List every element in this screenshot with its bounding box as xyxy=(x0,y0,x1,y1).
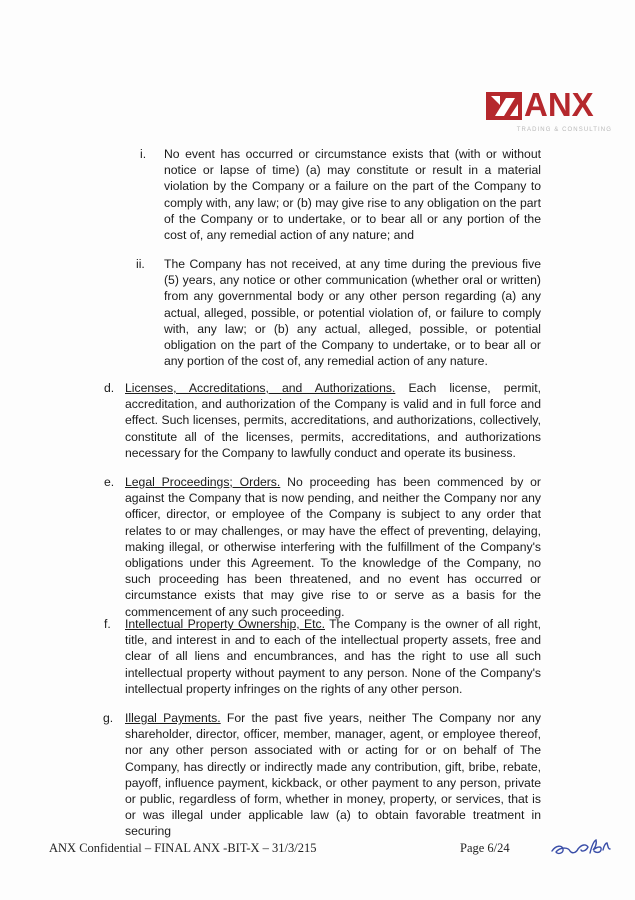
clause-heading: Legal Proceedings; Orders. xyxy=(125,475,281,489)
clause-heading: Illegal Payments. xyxy=(125,711,221,725)
company-logo xyxy=(486,86,612,136)
logo-tagline: TRADING & CONSULTING xyxy=(516,127,612,133)
clause-heading: Licenses, Accreditations, and Authorizations. xyxy=(125,381,396,395)
footer-confidential: ANX Confidential – FINAL ANX -BIT-X – 31/3/215 xyxy=(49,841,317,855)
clause-intellectual-property xyxy=(125,616,541,697)
clause-text: No proceeding has been commenced by or against the Company that is now pending, and neither the Company nor any officer, director, or employee of the Company is subject to any order that relates to or may challenges, or may have the effect of preventing, delaying, making illegal, or otherwise interfering with the fulfillment of the Company's obligations under this Agreement. To the knowledge of the Company, no such proceeding has been threatened, and no event has occurred or circumstance exists that may give rise to or serve as a basis for the commencement of any such proceeding. xyxy=(125,475,541,619)
sub-item-marker: ii. xyxy=(136,257,145,271)
clause-marker: e. xyxy=(104,475,115,489)
clause-text: For the past five years, neither The Company nor any shareholder, director, officer, member, manager, agent, or employee thereof, nor any other person associated with or acting for or on behalf of The Company, has directly or indirectly made any contribution, gift, bribe, rebate, payoff, influence payment, kickback, or other payment to any person, private or public, regardless of form, whether in money, property, or services, that is or was illegal under applicable law (a) to obtain favorable treatment in securing xyxy=(125,711,542,839)
clause-licenses xyxy=(125,380,541,461)
clause-text: Each license, permit, accreditation, and authorization of the Company is valid and in full force and effect. Such licenses, permits, accreditations, and authorizations, collectively, constitute all of the licenses, permits, accreditations, and authorizations necessary for the Company to lawfully conduct and operate its business. xyxy=(125,381,542,460)
sub-item-marker: i. xyxy=(140,147,147,161)
logo-text: ANX xyxy=(524,86,594,123)
clause-illegal-payments xyxy=(125,710,541,840)
clause-marker: f. xyxy=(104,617,111,631)
clause-marker: g. xyxy=(103,711,114,725)
sub-item-text: The Company has not received, at any time during the previous five (5) years, any notice or other communication (whether oral or written) from any governmental body or any other person regarding (a) any actual, alleged, possible, or potential violation of, or failure to comply with, any law; or (b) any actual, alleged, possible, or potential obligation on the part of the Company to undertake, or to bear all or any portion of the cost of, any remedial action of any nature. xyxy=(164,257,541,369)
clause-legal-proceedings xyxy=(125,474,541,620)
handwritten-initials-icon xyxy=(548,835,616,861)
clause-marker: d. xyxy=(104,381,115,395)
sub-item-text: No event has occurred or circumstance exists that (with or without notice or lapse of time) (a) may constitute or result in a material violation by the Company or a failure on the part of the Company to comply with, any law; or (b) may give rise to any obligation on the part of the Company or to undertake, or to bear all or any portion of the cost of, any remedial action of any nature; and xyxy=(164,147,541,243)
logo-mark-icon xyxy=(486,92,522,120)
page-number: Page 6/24 xyxy=(460,841,510,855)
clause-text: The Company is the owner of all right, title, and interest in and to each of the intellectual property assets, free and clear of all liens and encumbrances, and has the right to use all such intellectual property without payment to any person. None of the Company's intellectual property infringes on the rights of any other person. xyxy=(125,617,541,696)
clause-heading: Intellectual Property Ownership, Etc. xyxy=(125,617,325,631)
